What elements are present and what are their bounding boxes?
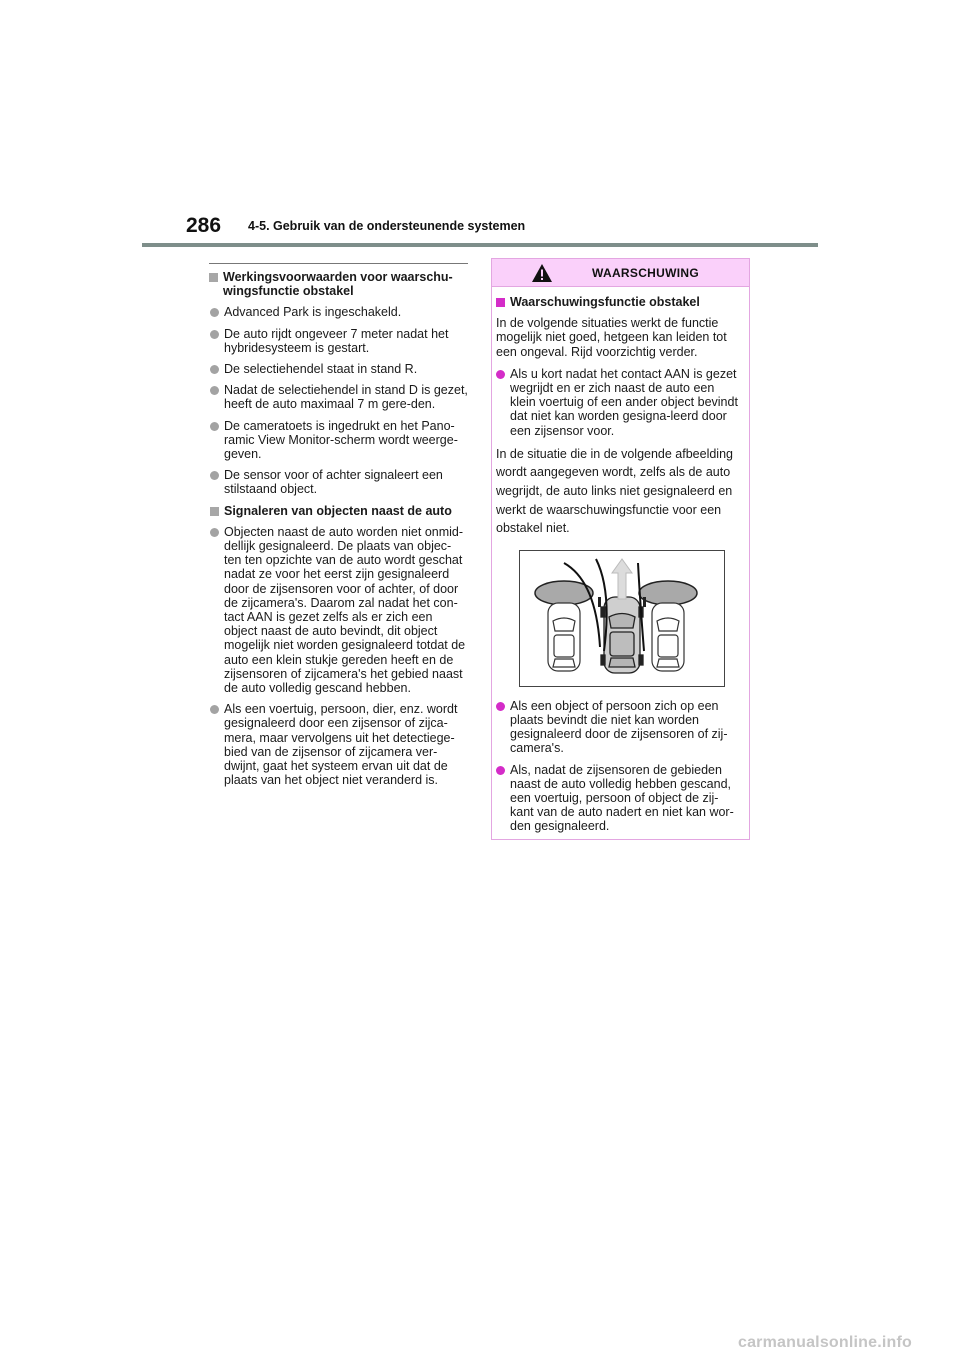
square-marker-icon — [496, 298, 505, 307]
bullet-icon — [496, 702, 505, 711]
cars-diagram-image — [520, 551, 724, 686]
warning-header — [492, 259, 749, 287]
list-item: De selectiehendel staat in stand R. — [210, 362, 468, 376]
page-number: 286 — [186, 214, 222, 237]
bullet-icon — [210, 705, 219, 714]
list-item: Advanced Park is ingeschakeld. — [210, 305, 468, 319]
bullet-icon — [210, 365, 219, 374]
list-item: Objecten naast de auto worden niet onmid-dellijk gesignaleerd. De plaats van objec-ten ten opzichte van de auto wordt geschat nadat ze voor het eerst zijn gesignaleerd door de zijsensoren voor of achter, of door de zijcamera's. Daarom zal nadat het con-tact AAN is gezet zelfs als er zich een object naast de auto bevindt, dit object mogelijk niet worden gesignaleerd totdat de auto een klein stukje gereden heeft en de zijsensoren of zijcamera's het gebied naast de auto volledig gescand hebben. — [210, 525, 468, 695]
list-item: Als een voertuig, persoon, dier, enz. wordt gesignaleerd door een zijsensor of zijca-mera, maar vervolgens uit het detectiege-bied van de zijsensor of zijcamera ver-dwijnt, gaat het systeem ervan uit dat de plaats van het object niet veranderd is. — [210, 702, 468, 787]
section-heading-conditions: Werkingsvoorwaarden voor waarschu-wingsfunctie obstakel — [209, 263, 468, 298]
bullet-icon — [496, 370, 505, 379]
warning-title: WAARSCHUWING — [592, 266, 699, 280]
square-marker-icon — [209, 273, 218, 282]
figure-intro: In de situatie die in de volgende afbeelding wordt aangegeven wordt, zelfs als de auto wegrijdt, de auto links niet gesignaleerd en werkt de waarschuwingsfunctie voor een obstakel niet. — [496, 446, 733, 536]
bullet-icon — [496, 766, 505, 775]
chapter-title: 4-5. Gebruik van de ondersteunende systemen — [248, 219, 526, 233]
left-column — [210, 263, 468, 795]
bullet-icon — [210, 422, 219, 431]
list-item: Als, nadat de zijsensoren de gebieden naast de auto volledig hebben gescand, een voertuig, persoon of object de zij-kant van de auto nadert en niet kan wor-den gesignaleerd. — [496, 763, 741, 834]
warning-intro: In de volgende situaties werkt de functie mogelijk niet goed, hetgeen kan leiden tot een ongeval. Rijd voorzichtig verder. — [496, 316, 727, 359]
watermark: carmanualsonline.info — [737, 1334, 912, 1351]
bullet-icon — [210, 386, 219, 395]
warning-section-heading: Waarschuwingsfunctie obstakel — [496, 295, 741, 309]
bullet-icon — [210, 528, 219, 537]
bullet-icon — [210, 308, 219, 317]
warning-box — [491, 258, 750, 840]
warning-body — [492, 287, 749, 834]
list-item: De auto rijdt ongeveer 7 meter nadat het hybridesysteem is gestart. — [210, 327, 468, 355]
list-item: De cameratoets is ingedrukt en het Pano-ramic View Monitor-scherm wordt weerge-geven. — [210, 419, 468, 462]
list-item: Nadat de selectiehendel in stand D is gezet, heeft de auto maximaal 7 m gere-den. — [210, 383, 468, 411]
list-item: De sensor voor of achter signaleert een stilstaand object. — [210, 468, 468, 496]
square-marker-icon — [210, 507, 219, 516]
bullet-icon — [210, 471, 219, 480]
parking-illustration — [519, 550, 725, 687]
list-item: Als een object of persoon zich op een plaats bevindt die niet kan worden gesignaleerd door de zijsensoren of zij-camera's. — [496, 699, 741, 756]
bullet-icon — [210, 330, 219, 339]
section-heading-side-detection: Signaleren van objecten naast de auto — [210, 504, 468, 518]
list-item: Als u kort nadat het contact AAN is gezet wegrijdt en er zich naast de auto een klein voertuig of een ander object bevindt dat niet kan worden gesigna-leerd door een zijsensor voor. — [496, 367, 741, 438]
header-rule — [142, 243, 818, 247]
